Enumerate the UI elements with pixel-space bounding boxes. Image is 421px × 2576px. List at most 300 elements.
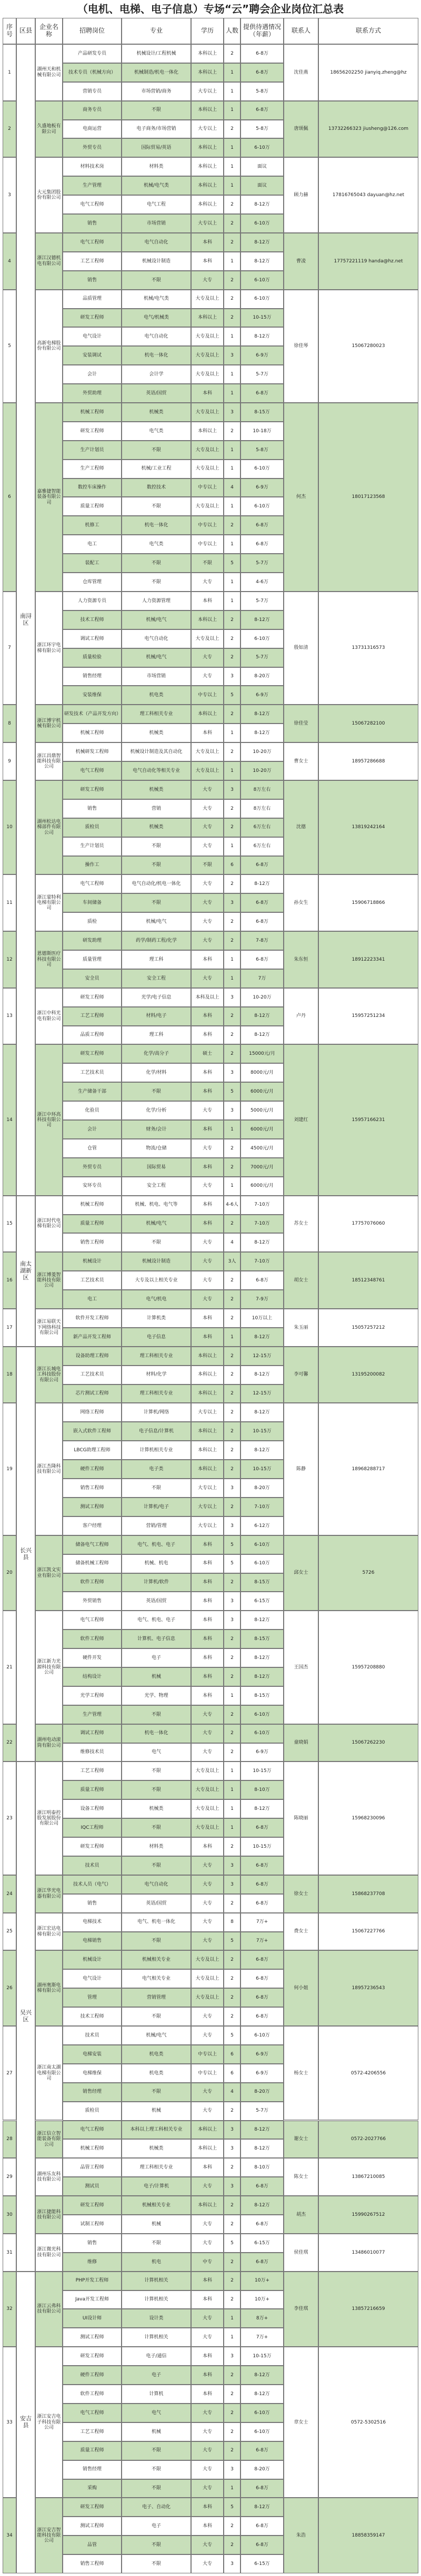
company-name-text: 浙江微光科技有限公司 bbox=[37, 2247, 61, 2258]
job-major bbox=[122, 2290, 191, 2309]
job-major bbox=[122, 290, 191, 309]
contact-person-text: 卢丹 bbox=[296, 1013, 306, 1019]
job-education bbox=[191, 195, 224, 214]
job-major-text: 电子 bbox=[151, 2523, 161, 2529]
job-major bbox=[122, 1743, 191, 1762]
job-education bbox=[191, 1139, 224, 1158]
job-education bbox=[191, 120, 224, 139]
job-headcount bbox=[224, 1063, 240, 1082]
contact-info bbox=[318, 1762, 418, 1875]
company-name bbox=[35, 742, 63, 780]
job-salary bbox=[240, 1271, 284, 1290]
job-major bbox=[122, 1403, 191, 1422]
job-headcount-text: 4 bbox=[230, 2089, 234, 2095]
company-name-text: 浙江凯文实业有限公司 bbox=[37, 1567, 61, 1579]
job-headcount bbox=[224, 1082, 240, 1101]
contact-person-text: 胡女士 bbox=[294, 1277, 308, 1283]
job-title bbox=[63, 2272, 122, 2290]
job-salary bbox=[240, 403, 284, 422]
job-education-text: 本科 bbox=[202, 390, 212, 396]
contact-person-text: 朱玉丽 bbox=[294, 1325, 308, 1330]
job-major bbox=[122, 535, 191, 554]
job-salary-text: 8-12万 bbox=[254, 1448, 270, 1453]
job-education bbox=[191, 2347, 224, 2366]
company-name-text: 浙江易联天下网络科技有限公司 bbox=[37, 1319, 61, 1336]
contact-person bbox=[284, 1913, 318, 1951]
job-salary-text: 8-20万 bbox=[254, 1485, 270, 1491]
job-major bbox=[122, 2139, 191, 2158]
job-major bbox=[122, 1856, 191, 1875]
job-title bbox=[63, 1215, 122, 1234]
job-title bbox=[63, 724, 122, 742]
job-major-text: 不限 bbox=[151, 1768, 161, 1774]
job-title-text: 销售工程师 bbox=[80, 1240, 104, 1246]
job-education bbox=[191, 742, 224, 761]
job-salary bbox=[240, 2347, 284, 2366]
job-title-text: 生产管理 bbox=[82, 1712, 102, 1717]
job-headcount bbox=[224, 1498, 240, 1516]
job-education bbox=[191, 365, 224, 384]
job-title-text: LBCG助理工程师 bbox=[74, 1448, 111, 1453]
job-education-text: 本科以上 bbox=[197, 617, 217, 623]
job-education bbox=[191, 2385, 224, 2404]
job-title bbox=[63, 63, 122, 82]
job-headcount-text: 2 bbox=[230, 296, 234, 302]
job-headcount-text: 3 bbox=[230, 409, 234, 415]
company-name bbox=[35, 2026, 63, 2120]
job-education-text: 大专 bbox=[202, 787, 212, 792]
job-salary-text: 6-8万 bbox=[256, 919, 268, 924]
job-headcount bbox=[224, 2498, 240, 2517]
job-title bbox=[63, 1498, 122, 1516]
job-salary bbox=[240, 2215, 284, 2234]
job-salary-text: 6-8万 bbox=[256, 956, 268, 962]
job-headcount-text: 2 bbox=[230, 1221, 234, 1227]
job-headcount-text: 2 bbox=[230, 201, 234, 207]
contact-info bbox=[318, 2272, 418, 2347]
contact-person bbox=[284, 2196, 318, 2234]
job-major bbox=[122, 516, 191, 535]
job-major bbox=[122, 157, 191, 176]
contact-person bbox=[284, 2234, 318, 2272]
job-major-text: 财务/会计 bbox=[146, 1126, 167, 1132]
job-major bbox=[122, 573, 191, 592]
job-headcount bbox=[224, 290, 240, 309]
job-headcount bbox=[224, 799, 240, 818]
job-education bbox=[191, 1894, 224, 1913]
job-education bbox=[191, 931, 224, 950]
company-number bbox=[3, 1950, 16, 2026]
job-title bbox=[63, 195, 122, 214]
job-education-text: 本科 bbox=[202, 1013, 212, 1019]
job-title-text: 研发工程师 bbox=[80, 2354, 104, 2359]
job-headcount bbox=[224, 1894, 240, 1913]
company-name-text: 浙江中科光电有限公司 bbox=[37, 1011, 61, 1022]
company-name bbox=[35, 1535, 63, 1611]
job-education bbox=[191, 1932, 224, 1951]
job-major bbox=[122, 1252, 191, 1271]
job-salary bbox=[240, 2121, 284, 2140]
job-major-text: 化学/高分子 bbox=[143, 1051, 169, 1057]
job-title bbox=[63, 1309, 122, 1328]
job-title bbox=[63, 2309, 122, 2328]
job-education-text: 大专及以上 bbox=[195, 1768, 219, 1774]
job-headcount-text: 1 bbox=[230, 1768, 234, 1774]
job-education bbox=[191, 761, 224, 780]
company-name bbox=[35, 1403, 63, 1535]
job-title bbox=[63, 2366, 122, 2385]
job-education bbox=[191, 705, 224, 724]
job-salary-text: 6-9万 bbox=[256, 485, 268, 491]
district-name-text: 吴兴区 bbox=[20, 2009, 32, 2023]
job-salary bbox=[240, 554, 284, 573]
job-education bbox=[191, 724, 224, 742]
contact-person-text: 陈静 bbox=[296, 1466, 306, 1472]
job-headcount bbox=[224, 1101, 240, 1120]
job-major-text: 不限 bbox=[151, 2542, 161, 2548]
job-title-text: 研发工程师 bbox=[80, 1051, 104, 1057]
job-title-text: 材料技术岗 bbox=[80, 164, 104, 170]
job-title-text: 电气设计 bbox=[82, 334, 102, 340]
job-headcount-text: 2 bbox=[230, 2523, 234, 2529]
job-title-text: 管理 bbox=[87, 1995, 97, 2000]
job-education bbox=[191, 2441, 224, 2460]
job-headcount bbox=[224, 2102, 240, 2121]
job-salary-text: 6-8万 bbox=[256, 2183, 268, 2189]
job-education bbox=[191, 252, 224, 271]
job-headcount bbox=[224, 573, 240, 592]
contact-person-text: 胡杰 bbox=[296, 2212, 306, 2217]
job-title-text: 工艺技术员 bbox=[80, 1070, 104, 1076]
job-major bbox=[122, 44, 191, 63]
job-salary bbox=[240, 252, 284, 271]
job-headcount-text: 2 bbox=[230, 1995, 234, 2000]
job-title-text: 质检员 bbox=[85, 824, 99, 830]
job-title bbox=[63, 365, 122, 384]
company-number-text: 32 bbox=[6, 2306, 13, 2312]
job-education bbox=[191, 1158, 224, 1177]
job-headcount-text: 2 bbox=[230, 2542, 234, 2548]
job-title-text: 仓库管理 bbox=[82, 579, 102, 585]
contact-info bbox=[318, 931, 418, 988]
job-major-text: 计算机 bbox=[149, 2391, 164, 2397]
job-headcount bbox=[224, 969, 240, 988]
job-major-text: 机械/电气 bbox=[146, 919, 167, 924]
header-cell-text: 企业名称 bbox=[39, 23, 58, 38]
job-salary-text: 6000元/月 bbox=[250, 1183, 274, 1189]
job-salary-text: 6-12万 bbox=[254, 1523, 270, 1529]
job-major bbox=[122, 2498, 191, 2517]
job-salary bbox=[240, 157, 284, 176]
job-salary-text: 8-12万 bbox=[254, 1806, 270, 1812]
contact-info-text: 15957166231 bbox=[352, 1117, 385, 1123]
job-salary-text: 8-10万 bbox=[254, 1787, 270, 1793]
company-number-text: 3 bbox=[8, 192, 11, 198]
job-salary-text: 6-8万 bbox=[256, 2259, 268, 2265]
job-major bbox=[122, 2404, 191, 2422]
contact-person-text: 王国杰 bbox=[294, 1664, 308, 1670]
job-salary-text: 6-8万 bbox=[256, 1277, 268, 1283]
job-salary-text: 5-7万 bbox=[256, 2108, 268, 2114]
job-salary-text: 8-20万 bbox=[254, 2089, 270, 2095]
contact-person bbox=[284, 1347, 318, 1403]
contact-info-text: 18656202250 jianyiq.zheng@hz bbox=[330, 69, 407, 75]
job-salary bbox=[240, 2045, 284, 2064]
job-education bbox=[191, 1422, 224, 1441]
job-headcount-text: 2 bbox=[230, 824, 234, 830]
company-number-text: 11 bbox=[6, 900, 13, 906]
job-headcount-text: 1 bbox=[230, 164, 234, 170]
job-salary-text: 8-15万 bbox=[254, 1693, 270, 1698]
job-headcount-text: 2 bbox=[230, 919, 234, 924]
contact-info bbox=[318, 1309, 418, 1347]
header-cell-text: 序号 bbox=[6, 23, 13, 38]
job-major bbox=[122, 705, 191, 724]
job-education-text: 大专 bbox=[202, 938, 212, 943]
job-education bbox=[191, 1196, 224, 1215]
job-education bbox=[191, 2309, 224, 2328]
job-headcount-text: 1 bbox=[230, 183, 234, 189]
job-headcount bbox=[224, 497, 240, 516]
job-title bbox=[63, 1573, 122, 1592]
company-name-text: 浙江南太湖电梯有限公司 bbox=[37, 2065, 61, 2081]
job-major bbox=[122, 1818, 191, 1837]
job-title bbox=[63, 629, 122, 648]
job-major bbox=[122, 1026, 191, 1045]
job-major-text: 化学/分析 bbox=[146, 1107, 167, 1113]
job-salary bbox=[240, 724, 284, 742]
job-major-text: 机械/电气 bbox=[146, 2032, 167, 2038]
job-title-text: 测试工程师 bbox=[80, 2523, 104, 2529]
job-salary-text: 8-12万 bbox=[254, 1013, 270, 1019]
contact-person bbox=[284, 290, 318, 403]
job-title-text: 技术员 bbox=[85, 1862, 99, 1868]
job-salary-text: 6-10万 bbox=[254, 2032, 270, 2038]
job-major-text: 不限 bbox=[151, 2240, 161, 2246]
job-salary bbox=[240, 2290, 284, 2309]
header-cell bbox=[35, 18, 63, 44]
job-salary-text: 10-15万 bbox=[253, 1844, 272, 1849]
job-title-text: 电工 bbox=[87, 1296, 97, 1302]
job-education bbox=[191, 2045, 224, 2064]
contact-person bbox=[284, 1196, 318, 1253]
job-headcount bbox=[224, 2139, 240, 2158]
job-salary bbox=[240, 1780, 284, 1799]
job-education-text: 大专 bbox=[202, 2108, 212, 2114]
job-salary-text: 7-10万 bbox=[254, 1259, 270, 1265]
job-major bbox=[122, 1535, 191, 1554]
job-education-text: 本科 bbox=[202, 1070, 212, 1076]
job-title bbox=[63, 1686, 122, 1705]
header-cell-text: 区县 bbox=[19, 27, 32, 35]
job-education-text: 大专 bbox=[202, 1749, 212, 1755]
job-headcount-text: 2 bbox=[230, 1466, 234, 1472]
job-title bbox=[63, 2554, 122, 2573]
job-major bbox=[122, 1573, 191, 1592]
contact-person-text: 殷如清 bbox=[294, 645, 308, 651]
job-title bbox=[63, 1007, 122, 1026]
job-major-text: 计算机/电子 bbox=[143, 1504, 169, 1510]
job-salary-text: 6-8万 bbox=[256, 50, 268, 56]
job-education bbox=[191, 157, 224, 176]
company-name bbox=[35, 157, 63, 233]
job-headcount-text: 2 bbox=[230, 636, 234, 642]
company-number-text: 14 bbox=[6, 1117, 13, 1123]
job-headcount-text: 2 bbox=[230, 655, 234, 660]
job-education-text: 大专及以上 bbox=[195, 1787, 219, 1793]
job-headcount bbox=[224, 120, 240, 139]
job-education-text: 本科 bbox=[202, 1655, 212, 1661]
job-education-text: 本科 bbox=[202, 2297, 212, 2303]
job-major-text: 电气工程 bbox=[146, 201, 166, 207]
job-major-text: 机械 bbox=[151, 2429, 161, 2435]
job-salary-text: 5-8万 bbox=[256, 447, 268, 453]
job-major bbox=[122, 1950, 191, 1969]
job-education-text: 大专 bbox=[202, 1107, 212, 1113]
job-title bbox=[63, 1460, 122, 1479]
job-salary-text: 6-10万 bbox=[254, 220, 270, 226]
job-education bbox=[191, 101, 224, 120]
job-major bbox=[122, 667, 191, 686]
job-salary bbox=[240, 1667, 284, 1686]
job-salary-text: 6-8万 bbox=[256, 900, 268, 906]
job-headcount-text: 3 bbox=[230, 1617, 234, 1623]
job-major bbox=[122, 1290, 191, 1309]
job-salary bbox=[240, 1139, 284, 1158]
job-major bbox=[122, 988, 191, 1007]
job-major bbox=[122, 931, 191, 950]
job-title bbox=[63, 1856, 122, 1875]
contact-info bbox=[318, 780, 418, 874]
job-headcount-text: 1 bbox=[230, 2486, 234, 2491]
job-major bbox=[122, 1215, 191, 1234]
job-major bbox=[122, 780, 191, 799]
job-headcount-text: 2 bbox=[230, 2429, 234, 2435]
job-major-text: 机械/电气 bbox=[146, 617, 167, 623]
company-name bbox=[35, 1724, 63, 1762]
contact-person bbox=[284, 1950, 318, 2026]
company-name-text: 浙江宏达电梯有限公司 bbox=[37, 1926, 61, 1937]
job-headcount bbox=[224, 780, 240, 799]
job-salary bbox=[240, 1705, 284, 1724]
job-headcount bbox=[224, 1120, 240, 1139]
job-title bbox=[63, 648, 122, 667]
job-education-text: 大专 bbox=[202, 824, 212, 830]
job-major-text: 人力资源管理 bbox=[142, 598, 171, 604]
contact-info-text: 13819242164 bbox=[352, 824, 385, 830]
job-major bbox=[122, 497, 191, 516]
job-salary bbox=[240, 1196, 284, 1215]
district-name-text: 南浔区 bbox=[20, 613, 32, 626]
job-title-text: 工艺工程师 bbox=[80, 1013, 104, 1019]
job-education bbox=[191, 1667, 224, 1686]
job-title-text: 研发工程师 bbox=[80, 2202, 104, 2208]
job-education bbox=[191, 516, 224, 535]
job-title-text: 工艺工程师 bbox=[80, 1768, 104, 1774]
job-title-text: 机械设计 bbox=[82, 1957, 102, 1963]
job-headcount bbox=[224, 1309, 240, 1328]
job-education-text: 大专及以上 bbox=[195, 749, 219, 755]
job-headcount-text: 3人 bbox=[228, 1259, 236, 1265]
job-salary-text: 6-8万 bbox=[256, 2448, 268, 2453]
contact-info bbox=[318, 2347, 418, 2498]
job-title-text: 质量管理 bbox=[82, 956, 102, 962]
job-headcount bbox=[224, 195, 240, 214]
job-title-text: 电梯安装 bbox=[82, 2051, 102, 2057]
job-major bbox=[122, 2026, 191, 2045]
job-salary bbox=[240, 1120, 284, 1139]
job-education-text: 本科 bbox=[202, 1636, 212, 1642]
job-education-text: 大专 bbox=[202, 1862, 212, 1868]
job-major bbox=[122, 2385, 191, 2404]
company-number-text: 29 bbox=[6, 2174, 13, 2180]
job-education bbox=[191, 2366, 224, 2385]
job-title bbox=[63, 554, 122, 573]
job-major-text: 理工科相关专业 bbox=[139, 711, 173, 717]
job-headcount bbox=[224, 2177, 240, 2196]
job-title-text: 调试工程师 bbox=[80, 1730, 104, 1736]
job-title-text: 储备机械工程师 bbox=[75, 1561, 109, 1566]
job-major bbox=[122, 1611, 191, 1630]
job-headcount bbox=[224, 1403, 240, 1422]
job-title-text: 会计 bbox=[87, 1126, 97, 1132]
contact-info-text: 13195200082 bbox=[352, 1372, 385, 1378]
company-name bbox=[35, 1611, 63, 1724]
job-title-text: 品质工程师 bbox=[80, 1032, 104, 1038]
job-title bbox=[63, 2347, 122, 2366]
job-headcount bbox=[224, 1818, 240, 1837]
company-name bbox=[35, 403, 63, 592]
job-major-text: 不限 bbox=[151, 1485, 161, 1491]
job-title-text: Java开发工程师 bbox=[75, 2297, 109, 2303]
job-salary bbox=[240, 1498, 284, 1516]
job-education-text: 大专 bbox=[202, 2335, 212, 2340]
job-headcount-text: 2 bbox=[230, 315, 234, 321]
company-number-text: 2 bbox=[8, 126, 11, 132]
job-salary bbox=[240, 2026, 284, 2045]
job-title bbox=[63, 950, 122, 969]
job-headcount-text: 3 bbox=[230, 1523, 234, 1529]
job-salary bbox=[240, 2554, 284, 2573]
job-major bbox=[122, 724, 191, 742]
job-major bbox=[122, 365, 191, 384]
company-name-text: 湖州乐友科技有限公司 bbox=[37, 2171, 61, 2183]
job-education bbox=[191, 1366, 224, 1384]
job-major-text: 机电一体化 bbox=[144, 523, 168, 528]
job-major-text: 市场营销/商务 bbox=[141, 88, 172, 94]
job-education-text: 大专及以上 bbox=[195, 447, 219, 453]
job-education bbox=[191, 1856, 224, 1875]
job-salary bbox=[240, 686, 284, 705]
job-title-text: 机械工程师 bbox=[80, 2146, 104, 2152]
company-number bbox=[3, 1611, 16, 1724]
contact-info bbox=[318, 101, 418, 158]
job-headcount-text: 6 bbox=[230, 862, 234, 868]
job-headcount bbox=[224, 950, 240, 969]
job-salary bbox=[240, 1082, 284, 1101]
contact-info-text: 17757076060 bbox=[352, 1221, 385, 1227]
job-headcount-text: 2 bbox=[230, 1636, 234, 1642]
job-headcount bbox=[224, 1611, 240, 1630]
job-title-text: 销售经理 bbox=[82, 674, 102, 679]
contact-person-text: 章女士 bbox=[294, 2419, 308, 2425]
job-education bbox=[191, 2064, 224, 2083]
company-name bbox=[35, 1309, 63, 1347]
job-major-text: 机械类 bbox=[149, 824, 164, 830]
job-salary-text: 面议 bbox=[257, 183, 267, 189]
company-number-text: 13 bbox=[6, 1013, 13, 1019]
job-salary bbox=[240, 799, 284, 818]
